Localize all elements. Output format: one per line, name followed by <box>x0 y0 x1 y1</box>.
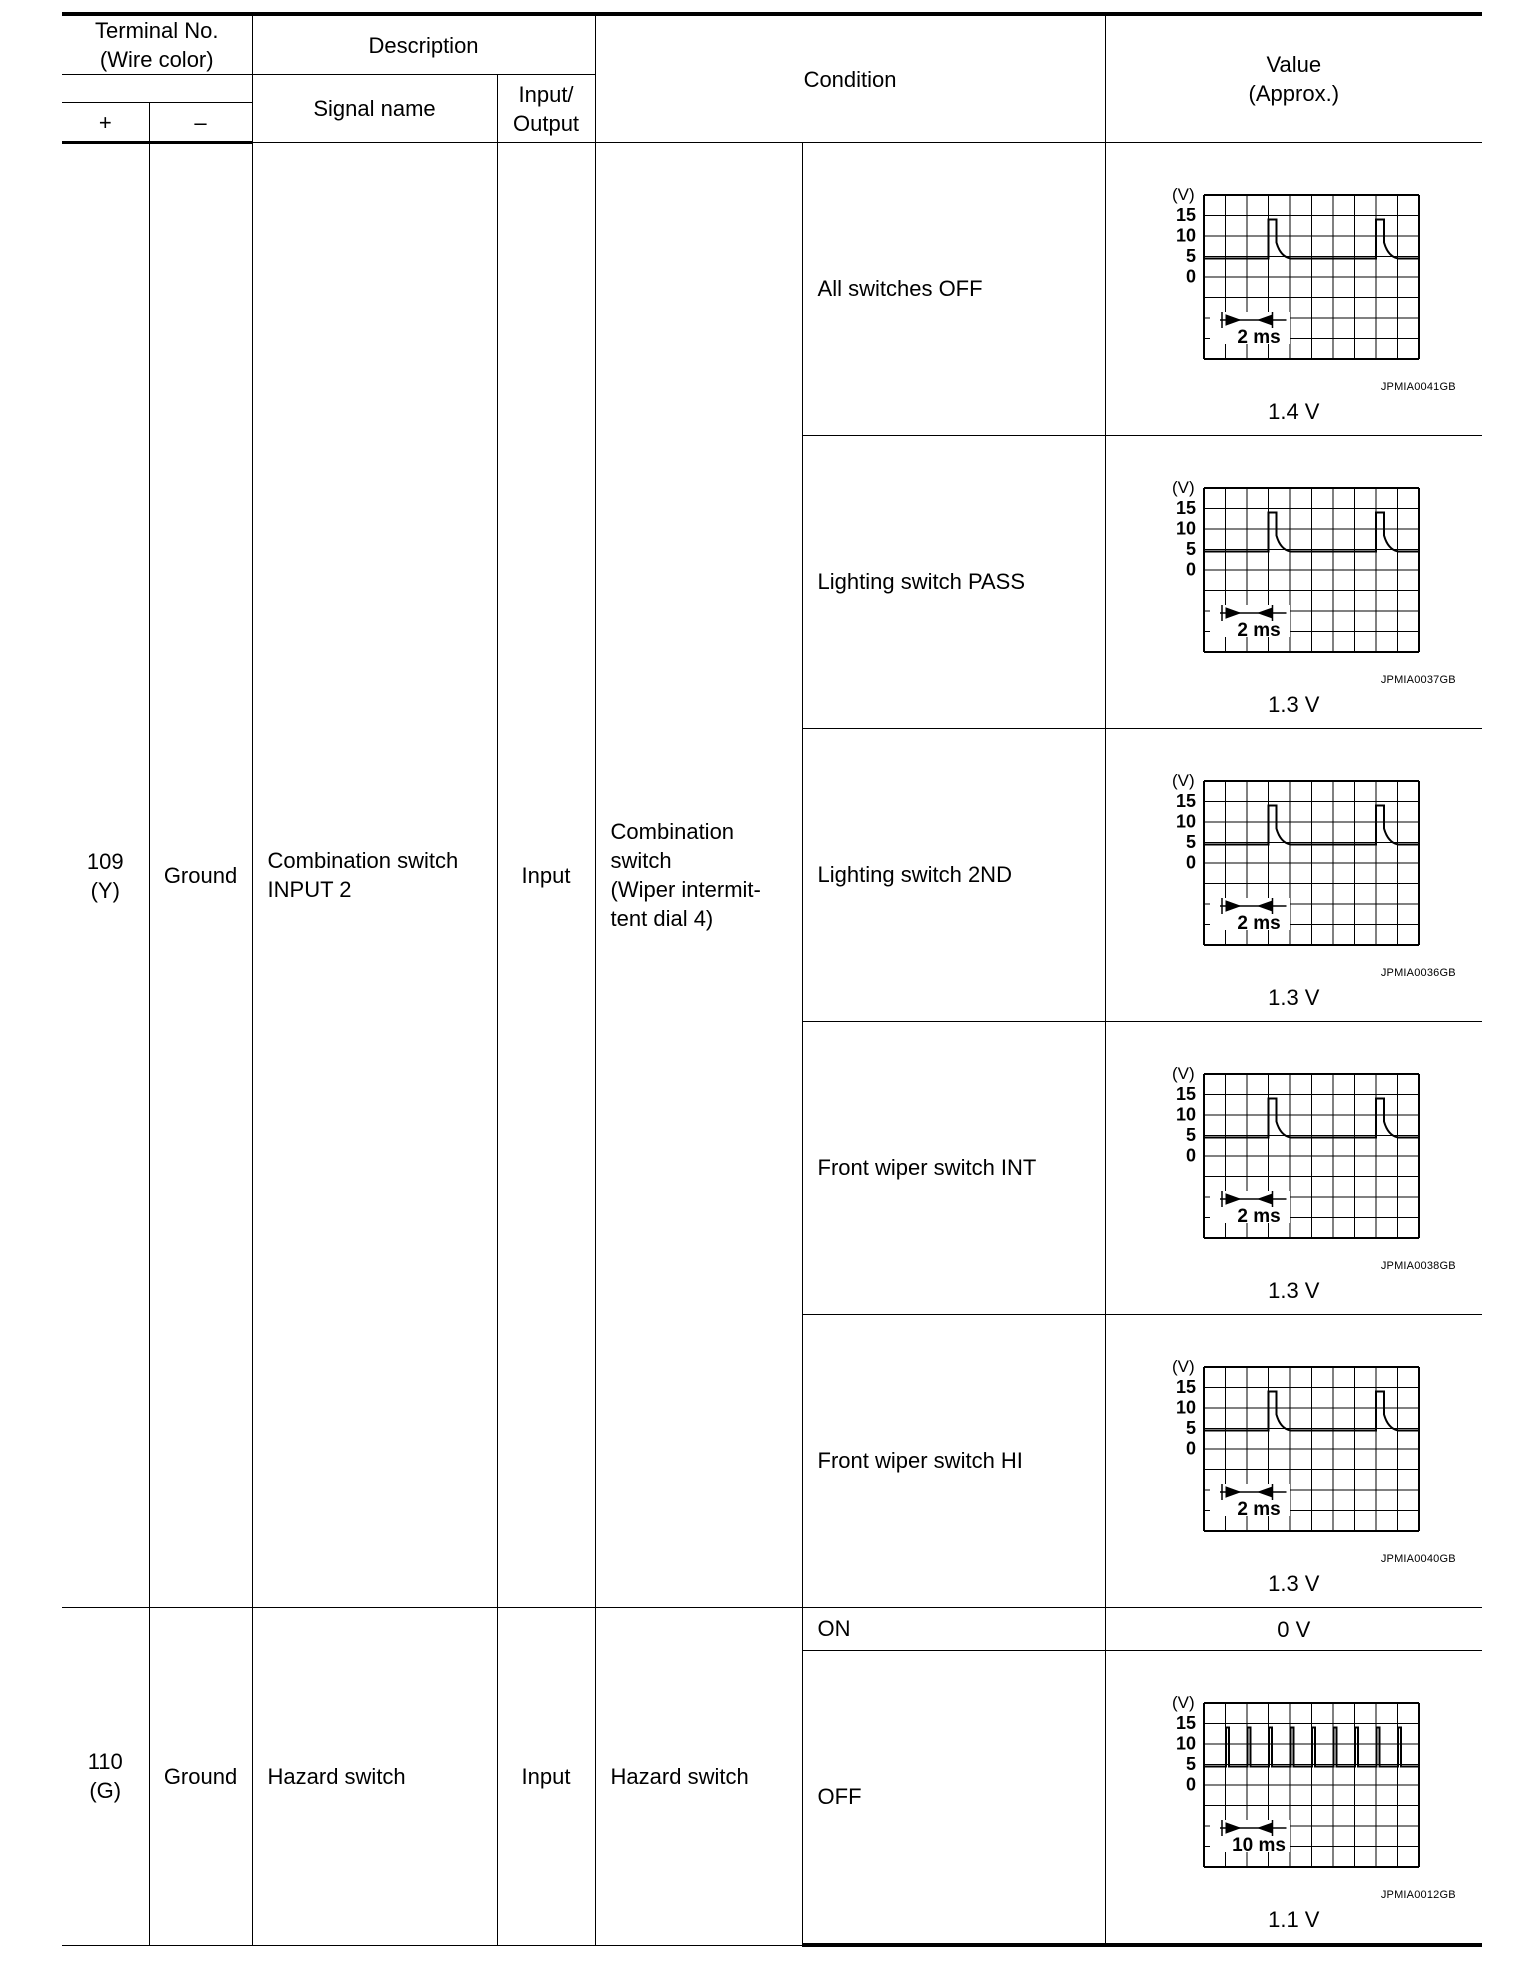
value-lighting-2nd <box>1105 729 1482 1022</box>
axis-tick-label: 0 <box>1185 852 1196 873</box>
axis-tick-label: 5 <box>1185 1754 1196 1774</box>
state-hazard-off: OFF <box>802 1651 1105 1946</box>
axis-tick-label: 15 <box>1175 1084 1196 1104</box>
axis-unit-label: (V) <box>1171 478 1195 497</box>
axis-tick-label: 5 <box>1185 539 1196 559</box>
time-scale-label: 2 ms <box>1237 1499 1281 1520</box>
axis-tick-label: 5 <box>1185 246 1196 266</box>
oscilloscope-waveform <box>1114 1355 1474 1535</box>
state-all-switches-off: All switches OFF <box>802 143 1105 436</box>
waveform-trace <box>1204 1728 1419 1767</box>
value-lighting-pass <box>1105 436 1482 729</box>
time-scale-label: 10 ms <box>1231 1835 1286 1856</box>
axis-tick-label: 10 <box>1175 811 1196 832</box>
axis-tick-label: 15 <box>1175 205 1196 225</box>
figure-id: JPMIA0012GB <box>1380 1889 1456 1901</box>
axis-unit-label: (V) <box>1171 185 1195 204</box>
axis-tick-label: 15 <box>1175 1713 1196 1733</box>
terminal-spec-table <box>62 12 1482 1947</box>
time-scale-label: 2 ms <box>1237 913 1281 934</box>
axis-tick-label: 10 <box>1175 1104 1196 1125</box>
terminal-plus-110: 110 (G) <box>62 1608 149 1946</box>
condition-header: Condition <box>595 14 1105 143</box>
axis-tick-label: 5 <box>1185 1418 1196 1438</box>
signal-name-110: Hazard switch <box>252 1608 497 1946</box>
terminal-no-header: Terminal No. (Wire color) <box>62 14 252 75</box>
plus-header: + <box>62 103 149 143</box>
io-110: Input <box>497 1608 595 1946</box>
input-output-header: Input/ Output <box>497 75 595 143</box>
axis-tick-label: 5 <box>1185 832 1196 852</box>
axis-tick-label: 0 <box>1185 1438 1196 1459</box>
axis-unit-label: (V) <box>1171 1064 1195 1083</box>
time-scale-label: 2 ms <box>1237 620 1281 641</box>
time-scale-label: 2 ms <box>1237 327 1281 348</box>
signal-name-header: Signal name <box>252 75 497 143</box>
voltage-value: 1.4 V <box>1268 399 1320 424</box>
value-all-switches-off <box>1105 143 1482 436</box>
terminal-minus-110: Ground <box>149 1608 252 1946</box>
time-scale-label: 2 ms <box>1237 1206 1281 1227</box>
oscilloscope-waveform <box>1114 1062 1474 1242</box>
oscilloscope-waveform <box>1114 1691 1474 1871</box>
axis-unit-label: (V) <box>1171 1693 1195 1712</box>
axis-tick-label: 15 <box>1175 1377 1196 1397</box>
state-hazard-on: ON <box>802 1608 1105 1651</box>
oscilloscope-waveform <box>1114 476 1474 656</box>
axis-tick-label: 0 <box>1185 266 1196 287</box>
axis-tick-label: 10 <box>1175 1397 1196 1418</box>
value-hazard-on: 0 V <box>1105 1608 1482 1651</box>
state-front-wiper-int: Front wiper switch INT <box>802 1022 1105 1315</box>
io-109: Input <box>497 143 595 1608</box>
axis-tick-label: 10 <box>1175 225 1196 246</box>
figure-id: JPMIA0038GB <box>1380 1260 1456 1272</box>
axis-unit-label: (V) <box>1171 771 1195 790</box>
state-front-wiper-hi: Front wiper switch HI <box>802 1315 1105 1608</box>
state-lighting-pass: Lighting switch PASS <box>802 436 1105 729</box>
oscilloscope-waveform <box>1114 183 1474 363</box>
axis-tick-label: 10 <box>1175 1733 1196 1754</box>
axis-tick-label: 10 <box>1175 518 1196 539</box>
axis-tick-label: 15 <box>1175 791 1196 811</box>
terminal-no-header-cont <box>62 75 252 103</box>
voltage-value: 1.3 V <box>1268 1571 1320 1596</box>
figure-id: JPMIA0037GB <box>1380 674 1456 686</box>
description-header: Description <box>252 14 595 75</box>
voltage-value: 1.3 V <box>1268 692 1320 717</box>
axis-tick-label: 15 <box>1175 498 1196 518</box>
signal-name-109: Combination switch INPUT 2 <box>252 143 497 1608</box>
value-header: Value (Approx.) <box>1105 14 1482 143</box>
axis-tick-label: 0 <box>1185 1774 1196 1795</box>
voltage-value: 1.3 V <box>1268 985 1320 1010</box>
condition-110: Hazard switch <box>595 1608 802 1946</box>
minus-header: – <box>149 103 252 143</box>
axis-tick-label: 0 <box>1185 559 1196 580</box>
voltage-value: 1.3 V <box>1268 1278 1320 1303</box>
value-front-wiper-int <box>1105 1022 1482 1315</box>
oscilloscope-waveform <box>1114 769 1474 949</box>
axis-tick-label: 0 <box>1185 1145 1196 1166</box>
value-front-wiper-hi <box>1105 1315 1482 1608</box>
axis-unit-label: (V) <box>1171 1357 1195 1376</box>
terminal-minus-109: Ground <box>149 143 252 1608</box>
value-hazard-off <box>1105 1651 1482 1946</box>
figure-id: JPMIA0036GB <box>1380 967 1456 979</box>
figure-id: JPMIA0040GB <box>1380 1553 1456 1565</box>
terminal-plus-109: 109 (Y) <box>62 143 149 1608</box>
condition-109: Combination switch (Wiper intermit- tent dial 4) <box>595 143 802 1608</box>
voltage-value: 1.1 V <box>1268 1907 1320 1932</box>
state-lighting-2nd: Lighting switch 2ND <box>802 729 1105 1022</box>
axis-tick-label: 5 <box>1185 1125 1196 1145</box>
figure-id: JPMIA0041GB <box>1380 381 1456 393</box>
